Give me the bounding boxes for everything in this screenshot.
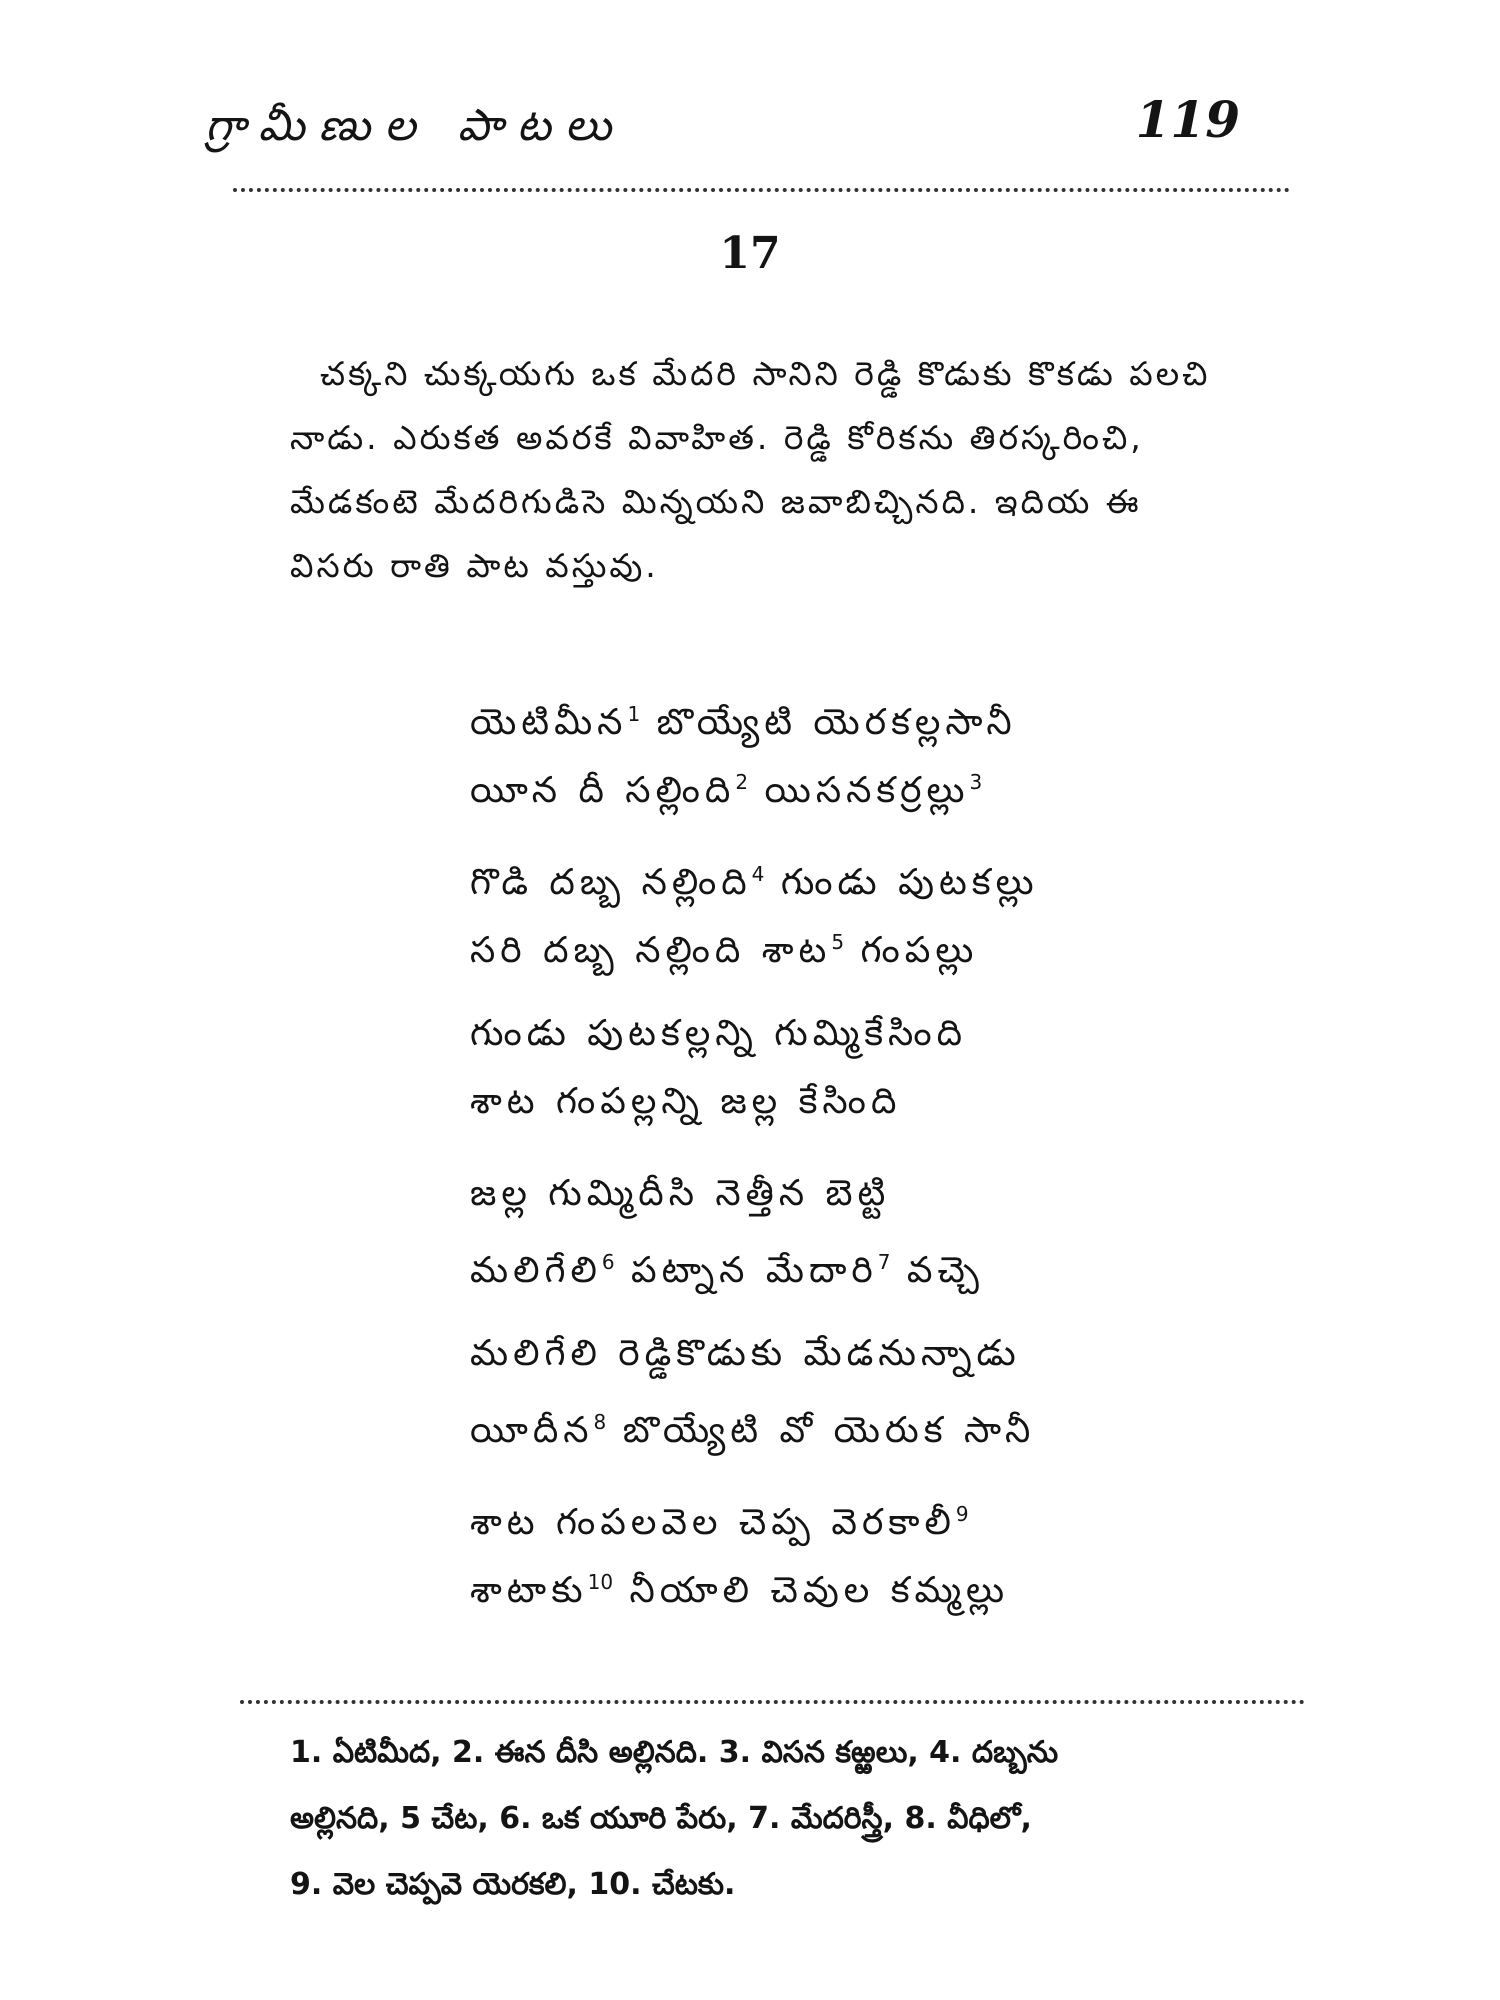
verse-line: జల్ల గుమ్మిదీసి నెత్తీన బెట్టి (470, 1173, 891, 1214)
footnote-marker: 8 (593, 1410, 607, 1434)
intro-line: నాడు. ఎరుకత అవరకే వివాహిత. రెడ్డి కోరికను తిరస్కరించి, (290, 418, 1144, 457)
running-head: గ్రామీణుల పాటలు (205, 100, 626, 151)
footnote-marker: 3 (969, 770, 983, 794)
verse-line: శాటాకు$^{10}$ నీయాలి చెవుల కమ్మల్లు (470, 1570, 1010, 1611)
stanza (470, 1480, 1039, 1616)
stanza (470, 840, 1039, 976)
footnote-line: 1. ఏటిమీద, 2. ఈన దీసి అల్లినది. 3. విసన కఱ్ఱలు, 4. దబ్బను (290, 1735, 1059, 1770)
footnote-marker: 4 (751, 862, 765, 886)
verse-line: మలిగేలి రెడ్డికొడుకు మేడనున్నాడు (470, 1333, 1021, 1374)
footnote-dotted-rule (240, 1700, 1305, 1704)
verse-line: శాట గంపలవెల చెప్ప వెరకాలీ$^9$ (470, 1502, 969, 1543)
verse-line: శాట గంపల్లన్ని జల్ల కేసింది (470, 1081, 902, 1122)
song-number: 17 (719, 228, 781, 279)
verse-line: యీదీన$^8$ బొయ్యేటి వో యెరుక సానీ (470, 1410, 1036, 1451)
stanza (470, 1000, 1039, 1136)
intro-paragraph (290, 342, 1250, 598)
stanza (470, 1320, 1039, 1456)
intro-line: మేడకంటె మేదరిగుడిసె మిన్నయని జవాబిచ్చినది. ఇదియ ఈ (290, 482, 1142, 521)
footnotes (290, 1720, 1280, 1918)
footnote-marker: 6 (601, 1250, 615, 1274)
poem (470, 680, 1039, 1640)
footnote-line: అల్లినది, 5 చేట, 6. ఒక యూరి పేరు, 7. మేదరిస్త్రీ, 8. వీధిలో, (290, 1801, 1032, 1836)
verse-line: యీన దీ సల్లింది$^2$ యిసనకర్రల్లు$^3$ (470, 770, 983, 811)
stanza (470, 680, 1039, 816)
verse-line: గొడి దబ్బ నల్లింది$^4$ గుండు పుటకల్లు (470, 862, 1039, 903)
top-dotted-rule (233, 188, 1290, 192)
footnote-marker: 1 (627, 702, 641, 726)
footnote-marker: 2 (735, 770, 749, 794)
verse-line: యెటిమీన$^1$ బొయ్యేటి యెరకల్లసానీ (470, 702, 1017, 743)
footnote-marker: 10 (587, 1570, 614, 1594)
stanza (470, 1160, 1039, 1296)
verse-line: సరి దబ్బ నల్లింది శాట$^5$ గంపల్లు (470, 930, 979, 971)
verse-line: గుండు పుటకల్లన్ని గుమ్మికేసింది (470, 1013, 967, 1054)
footnote-marker: 9 (955, 1502, 969, 1526)
intro-line: విసరు రాతి పాట వస్తువు. (290, 546, 659, 585)
intro-line: చక్కని చుక్కయగు ఒక మేదరి సానిని రెడ్డి కొడుకు కొకడు పలచి (320, 354, 1211, 393)
verse-line: మలిగేలి$^6$ పట్నాన మేదారి$^7$ వచ్చె (470, 1250, 984, 1291)
footnote-marker: 5 (831, 930, 845, 954)
page-number: 119 (1135, 90, 1240, 149)
footnote-line: 9. వెల చెప్పవె యెరకలి, 10. చేటకు. (290, 1867, 736, 1902)
footnote-marker: 7 (877, 1250, 891, 1274)
